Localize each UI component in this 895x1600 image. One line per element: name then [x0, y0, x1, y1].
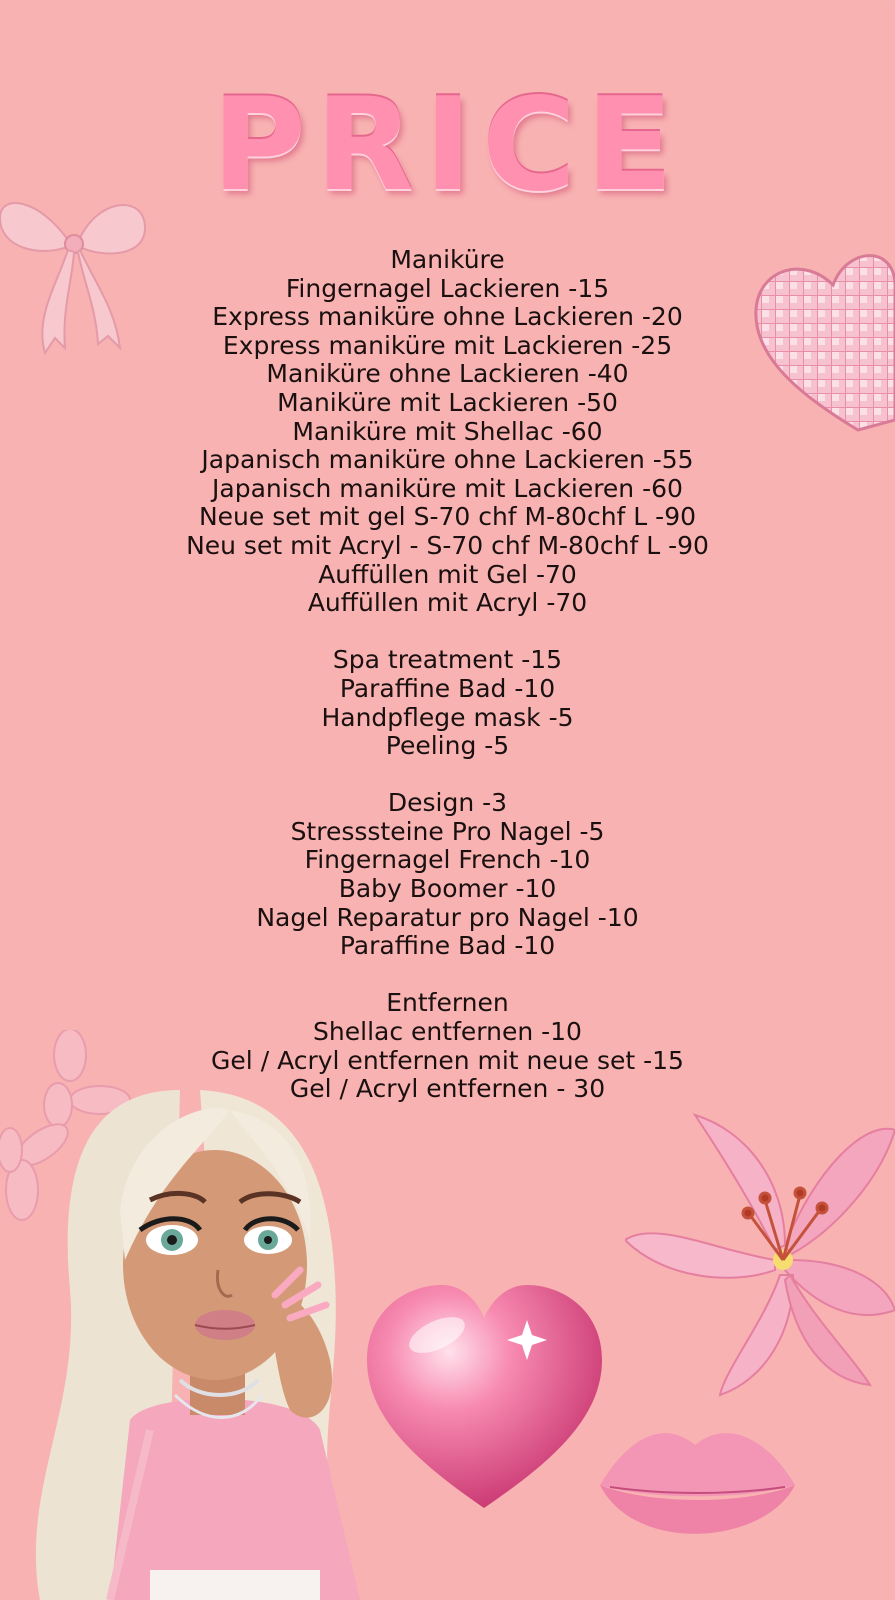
section-spacer: [0, 618, 895, 647]
list-item: Entfernen: [386, 988, 509, 1018]
list-item: Gel / Acryl entfernen - 30: [289, 1074, 606, 1104]
list-item: Auffüllen mit Gel -70: [318, 559, 577, 589]
section-manikuere: [0, 246, 895, 618]
list-item: Maniküre mit Lackieren -50: [277, 387, 618, 417]
list-item: Nagel Reparatur pro Nagel -10: [256, 902, 639, 932]
list-item: Maniküre mit Shellac -60: [292, 416, 603, 446]
list-item: Express maniküre mit Lackieren -25: [222, 330, 673, 360]
page-title: PRICE: [211, 71, 684, 220]
lily-flower-icon: [625, 1110, 895, 1400]
list-item: Fingernagel Lackieren -15: [285, 273, 610, 303]
list-item: Peeling -5: [385, 731, 510, 761]
section-spa: [0, 646, 895, 760]
list-item: Japanisch maniküre ohne Lackieren -55: [201, 445, 694, 475]
section-spacer: [0, 961, 895, 990]
list-item: Fingernagel French -10: [304, 845, 591, 875]
list-item: Auffüllen mit Acryl -70: [307, 588, 588, 618]
section-design: [0, 789, 895, 961]
list-item: Japanisch maniküre mit Lackieren -60: [212, 473, 683, 503]
list-item: Neu set mit Acryl - S-70 chf M-80chf L -90: [186, 530, 709, 560]
list-item: Paraffine Bad -10: [339, 931, 556, 961]
list-item: Stresssteine Pro Nagel -5: [290, 816, 605, 846]
list-item: Shellac entfernen -10: [313, 1017, 582, 1047]
heart-icon: [362, 1280, 607, 1515]
list-item: Paraffine Bad -10: [339, 673, 556, 703]
list-item: Handpflege mask -5: [321, 702, 574, 732]
list-item: Maniküre: [390, 245, 505, 274]
list-item: Baby Boomer -10: [338, 874, 557, 904]
list-item: Gel / Acryl entfernen mit neue set -15: [211, 1045, 684, 1075]
doll-illustration: [0, 1090, 390, 1600]
list-item: Design -3: [387, 788, 508, 818]
list-item: Express maniküre ohne Lackieren -20: [212, 302, 683, 332]
lips-icon: [595, 1405, 800, 1565]
list-item: Neue set mit gel S-70 chf M-80chf L -90: [198, 502, 697, 532]
price-list: [0, 246, 895, 1104]
list-item: Spa treatment -15: [332, 645, 563, 675]
list-item: Maniküre ohne Lackieren -40: [266, 359, 629, 389]
section-spacer: [0, 761, 895, 790]
